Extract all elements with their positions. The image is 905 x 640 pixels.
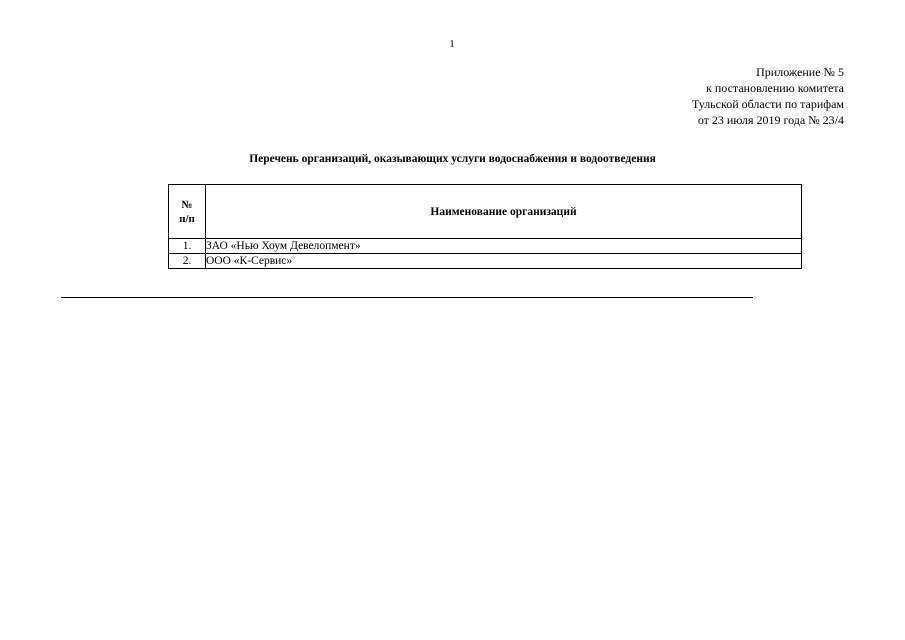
column-header-name: Наименование организаций <box>206 185 802 239</box>
appendix-line: Тульской области по тарифам <box>691 97 844 111</box>
column-header-number-sign: № <box>181 198 193 211</box>
organization-name: ЗАО «Нью Хоум Девелопмент» <box>206 239 802 254</box>
appendix-line: к постановлению комитета <box>706 81 844 95</box>
document-title: Перечень организаций, оказывающих услуги водоснабжения и водоотведения <box>249 153 656 165</box>
table-row <box>169 239 802 254</box>
organizations-table <box>168 184 802 269</box>
page-number: 1 <box>449 38 455 50</box>
column-header-number-label: п/п <box>179 212 195 225</box>
row-number: 2. <box>169 254 206 269</box>
separator-line <box>61 297 753 298</box>
appendix-line: от 23 июля 2019 года № 23/4 <box>697 113 844 127</box>
table-header-row <box>169 185 802 239</box>
appendix-reference <box>692 64 844 128</box>
table-row <box>169 254 802 269</box>
appendix-line: Приложение № 5 <box>756 65 844 79</box>
organization-name: ООО «К-Сервис» <box>206 254 802 269</box>
column-header-number <box>169 185 206 239</box>
row-number: 1. <box>169 239 206 254</box>
